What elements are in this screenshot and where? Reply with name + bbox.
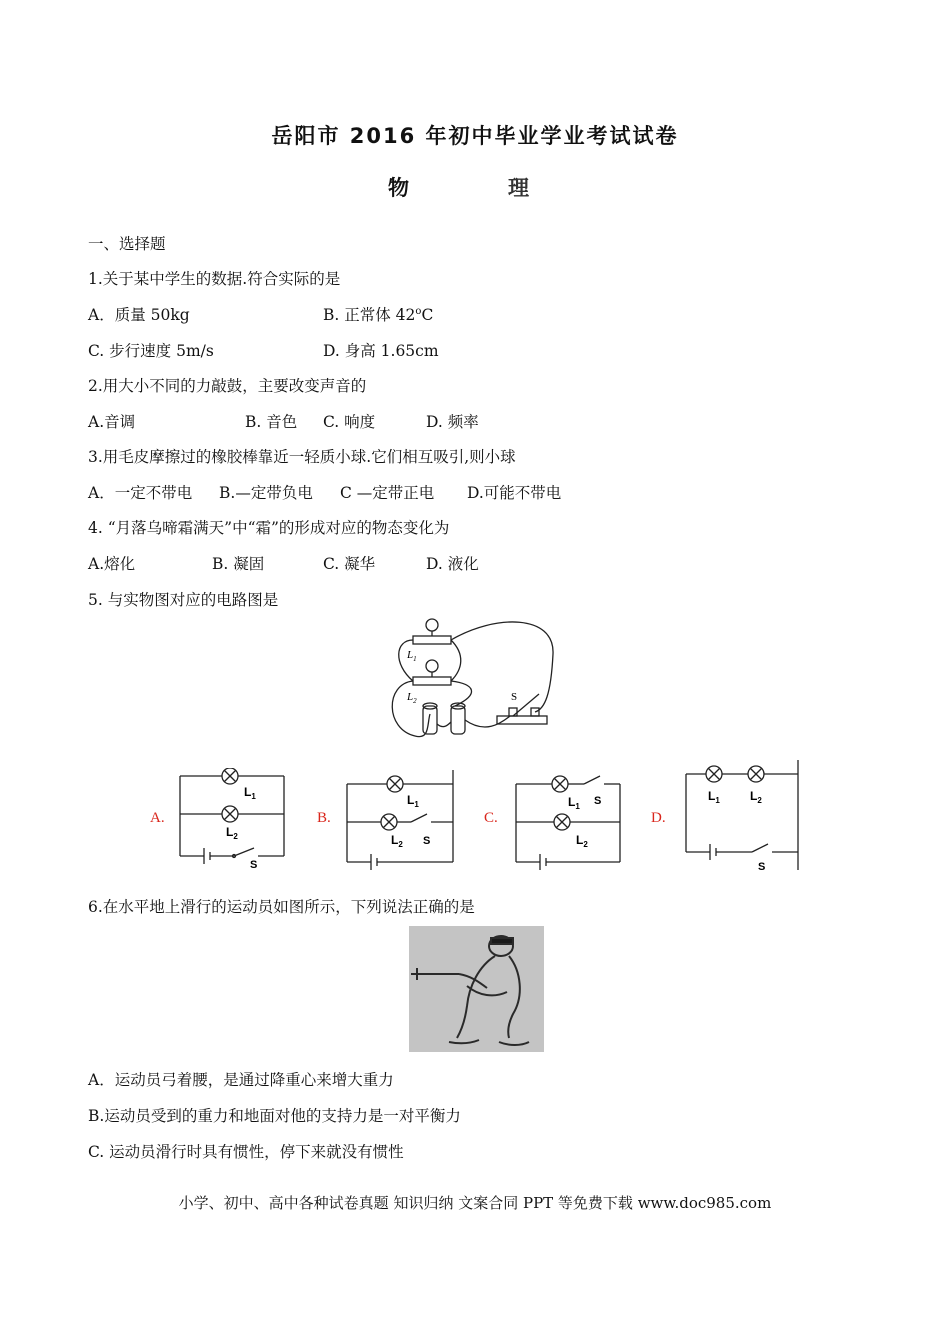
q6-option-a: A．运动员弓着腰，是通过降重心来增大重力 <box>88 1071 394 1089</box>
q3-option-b: B.—定带负电 <box>219 484 313 502</box>
fig-label-l2: $L_2$ <box>407 691 417 705</box>
circuit-c-l2: $L_2$ <box>576 833 588 849</box>
question-6-stem: 6.在水平地上滑行的运动员如图所示，下列说法正确的是 <box>88 898 475 916</box>
question-3-stem: 3.用毛皮摩擦过的橡胶棒靠近一轻质小球.它们相互吸引,则小球 <box>88 448 516 466</box>
q4-option-a: A.熔化 <box>88 555 136 573</box>
q1-option-d: D. 身高 1.65cm <box>323 342 439 360</box>
circuit-c-s: S <box>594 795 602 807</box>
q3-option-c: C —定带正电 <box>340 484 435 502</box>
q4-option-b: B. 凝固 <box>212 555 265 573</box>
q2-option-c: C. 响度 <box>323 413 376 431</box>
circuit-b-s: S <box>423 835 431 847</box>
question-4-stem: 4. “月落乌啼霜满天”中“霜”的形成对应的物态变化为 <box>88 519 450 537</box>
circuit-a-l2: $L_2$ <box>226 825 238 841</box>
circuit-d-l1: $L_1$ <box>708 789 720 805</box>
q4-option-d: D. 液化 <box>426 555 479 573</box>
circuit-b-l2: $L_2$ <box>391 833 403 849</box>
circuit-option-c-label: C. <box>484 810 498 826</box>
physical-circuit-figure <box>385 614 565 744</box>
circuit-option-b-label: B. <box>317 810 331 826</box>
q2-option-d: D. 频率 <box>426 413 479 431</box>
footer-text: 小学、初中、高中各种试卷真题 知识归纳 文案合同 PPT 等免费下载 www.doc985.com <box>178 1194 772 1212</box>
circuit-option-d-label: D. <box>651 810 666 826</box>
q4-option-c: C. 凝华 <box>323 555 376 573</box>
circuit-c-l1: $L_1$ <box>568 795 580 811</box>
circuit-a-s: S <box>250 859 258 868</box>
circuit-diagram-c <box>510 770 630 870</box>
circuit-d-s: S <box>758 861 766 872</box>
fig-label-s: S <box>511 691 518 703</box>
subject-char-1: 物 <box>388 176 409 200</box>
question-1-stem: 1.关于某中学生的数据.符合实际的是 <box>88 270 341 288</box>
circuit-diagram-d <box>680 760 805 872</box>
q6-option-b: B.运动员受到的重力和地面对他的支持力是一对平衡力 <box>88 1107 461 1125</box>
question-2-stem: 2.用大小不同的力敲鼓，主要改变声音的 <box>88 377 367 395</box>
q3-option-a: A．一定不带电 <box>88 484 193 502</box>
q1-option-c: C. 步行速度 5m/s <box>88 342 214 360</box>
exam-title: 岳阳市 2016 年初中毕业学业考试试卷 <box>271 124 679 148</box>
subject-char-2: 理 <box>508 176 529 200</box>
question-5-stem: 5. 与实物图对应的电路图是 <box>88 591 279 609</box>
fig-label-l1: $L_1$ <box>407 649 417 663</box>
q1-option-a: A．质量 50kg <box>88 306 190 324</box>
circuit-option-a-label: A. <box>150 810 165 826</box>
q3-option-d: D.可能不带电 <box>467 484 562 502</box>
skater-photo <box>409 926 544 1052</box>
circuit-d-l2: $L_2$ <box>750 789 762 805</box>
circuit-diagram-a <box>174 768 294 868</box>
q2-option-a: A.音调 <box>88 413 136 431</box>
q2-option-b: B. 音色 <box>245 413 298 431</box>
circuit-b-l1: $L_1$ <box>407 793 419 809</box>
section-heading: 一、选择题 <box>88 235 166 253</box>
circuit-diagram-b <box>341 770 461 870</box>
q6-option-c: C. 运动员滑行时具有惯性，停下来就没有惯性 <box>88 1143 404 1161</box>
q1-option-b: B. 正常体 42$^o$C <box>323 305 434 324</box>
circuit-a-l1: $L_1$ <box>244 785 256 801</box>
